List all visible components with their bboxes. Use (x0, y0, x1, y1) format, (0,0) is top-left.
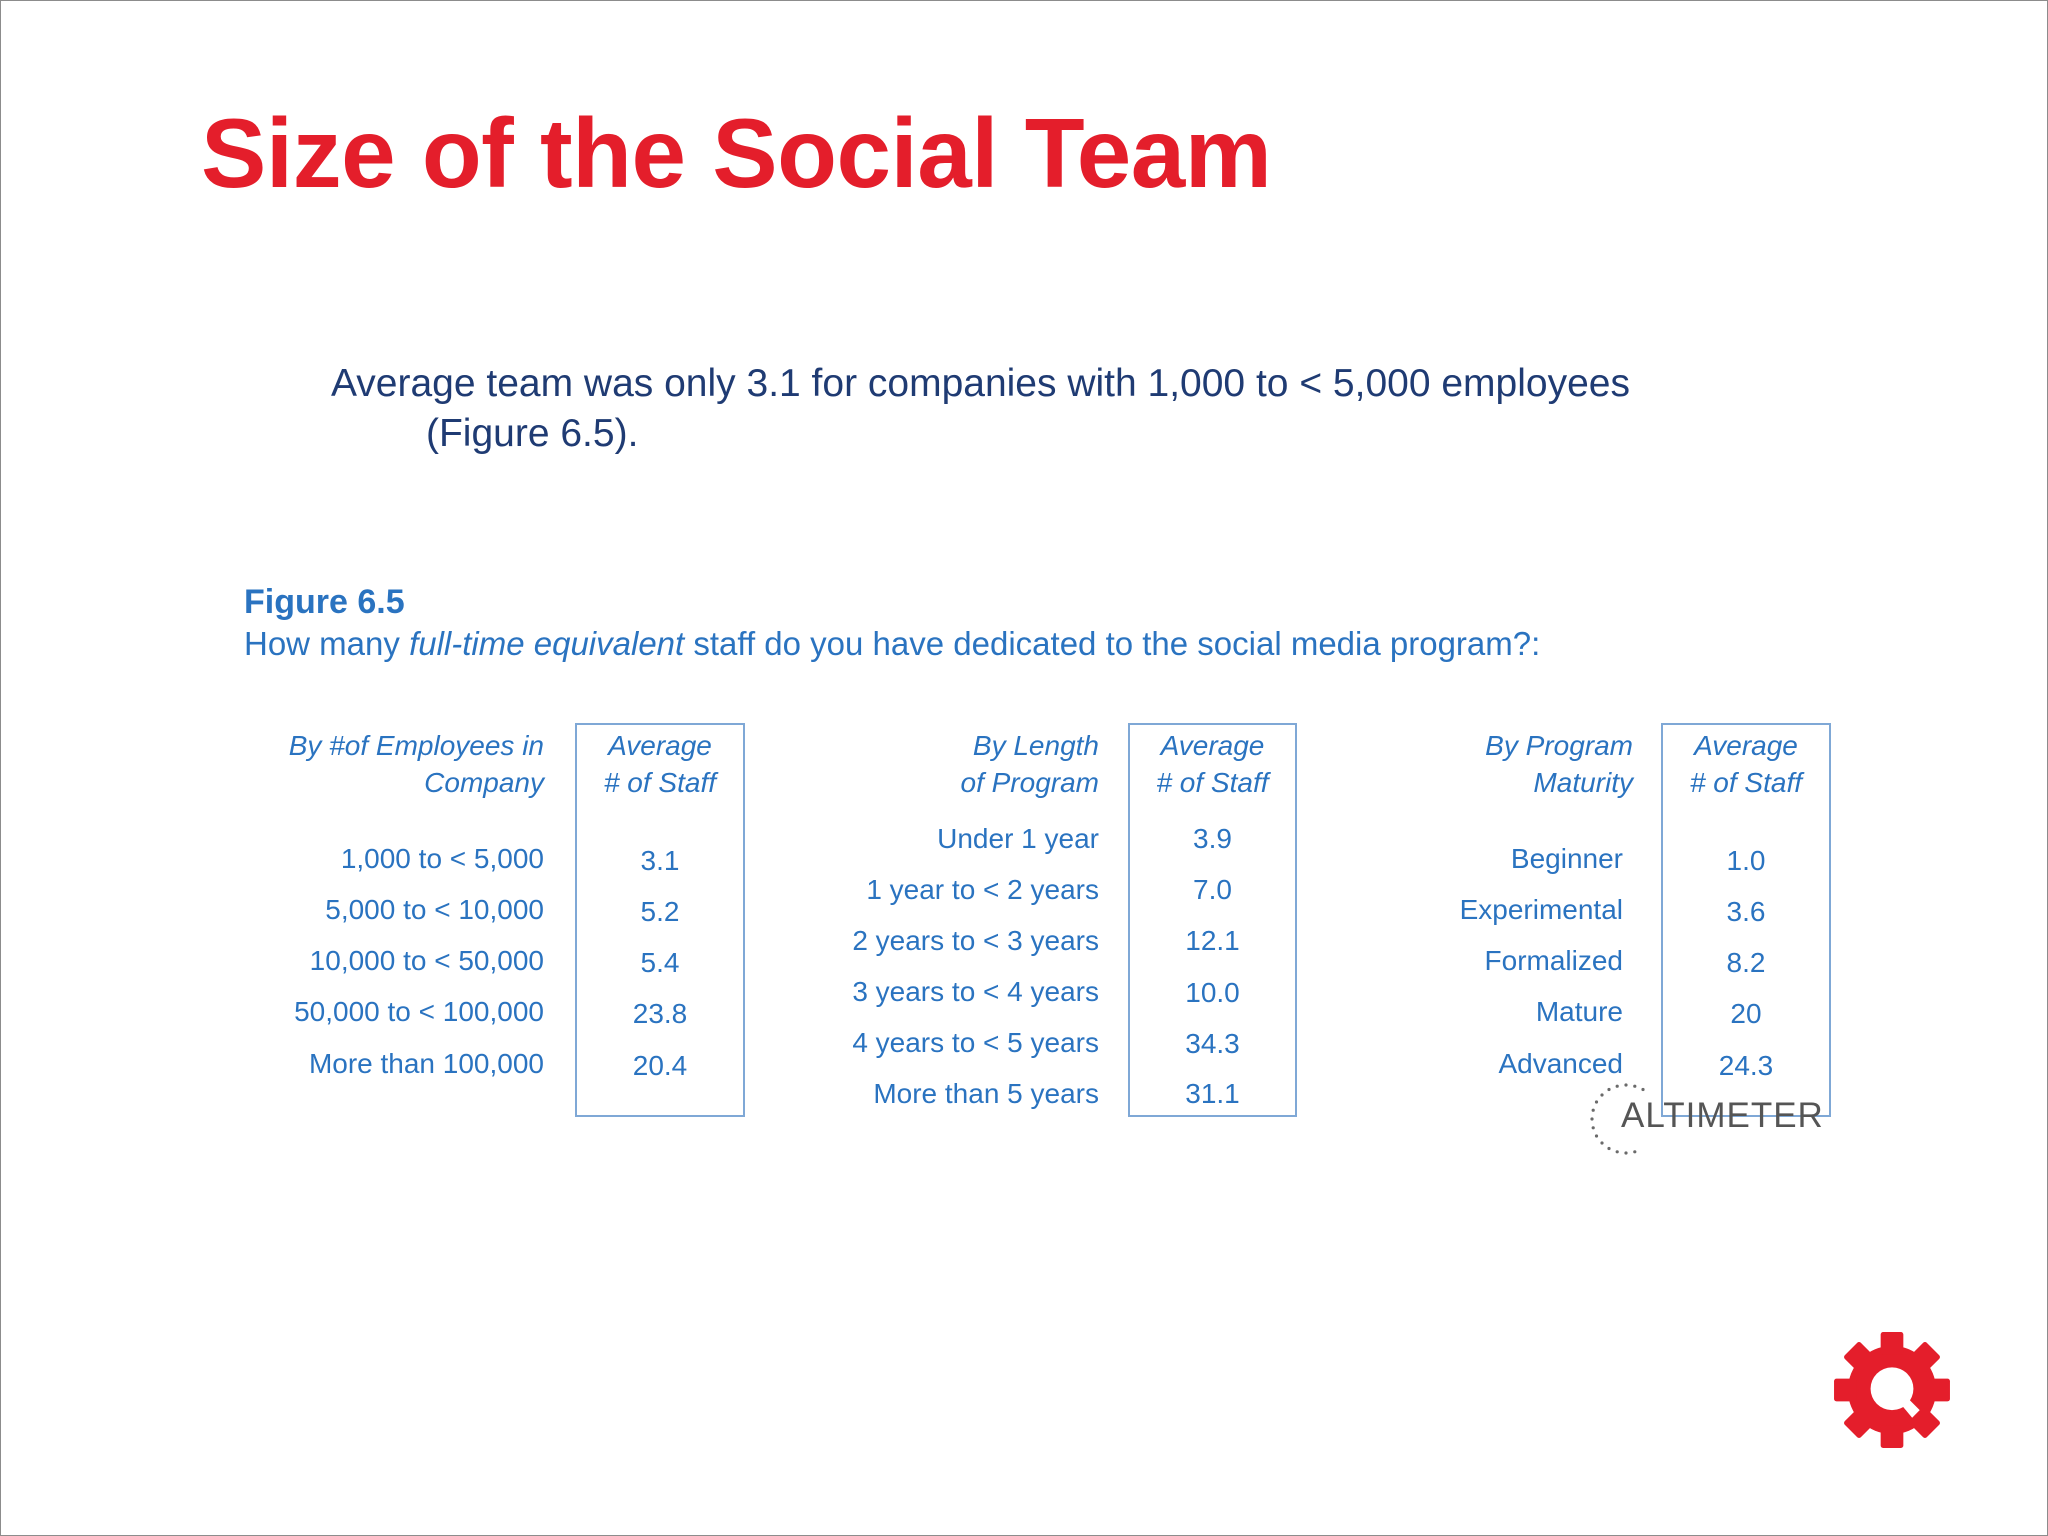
table-row-label: More than 100,000 (308, 1048, 544, 1079)
table-row-value: 31.1 (1185, 1078, 1240, 1109)
table-length-value-header-line2: # of Staff (1156, 767, 1269, 798)
table-row-value: 34.3 (1185, 1028, 1240, 1059)
figure-label: Figure 6.5 (244, 583, 405, 621)
table-row-label: 1 year to < 2 years (866, 874, 1099, 905)
table-row-label: Formalized (1484, 945, 1623, 976)
table-row-label: 5,000 to < 10,000 (325, 894, 544, 925)
table-employees-value-header (577, 727, 743, 801)
table-row-value: 1.0 (1726, 845, 1766, 876)
table-row-label: Mature (1535, 996, 1623, 1027)
table-row-value: 23.8 (632, 998, 688, 1029)
table-employees-value-header-line1: Average (608, 730, 712, 761)
figure-question (244, 625, 1540, 663)
table-row-value: 12.1 (1185, 925, 1240, 956)
table-row-label: More than 5 years (873, 1078, 1099, 1109)
table-maturity-header (1351, 727, 1633, 801)
slide-title: Size of the Social Team (201, 98, 1272, 208)
figure-question-post: staff do you have dedicated to the social media program?: (684, 625, 1541, 662)
table-row-label: 4 years to < 5 years (852, 1027, 1099, 1058)
summary-note (331, 359, 1630, 459)
table-employees-header (231, 727, 544, 801)
table-maturity-value-header-line2: # of Staff (1689, 767, 1803, 798)
altimeter-logo (1586, 1079, 1846, 1159)
table-row-value: 3.9 (1193, 823, 1232, 854)
table-row-value: 8.2 (1726, 947, 1766, 978)
table-row-label: 2 years to < 3 years (852, 925, 1099, 956)
table-maturity-value-header (1663, 727, 1829, 801)
table-row-value: 5.2 (640, 896, 680, 927)
table-length-header-line1: By Length (972, 730, 1099, 761)
altimeter-logo-text: ALTIMETER (1621, 1096, 1824, 1135)
table-length-header (781, 727, 1099, 801)
table-row-label: 10,000 to < 50,000 (309, 945, 544, 976)
table-row-label: 3 years to < 4 years (852, 976, 1099, 1007)
table-row-value: 3.6 (1726, 896, 1766, 927)
table-employees-header-line2: Company (424, 767, 544, 798)
table-length-value-header-line1: Average (1160, 730, 1265, 761)
table-employees-header-line1: By #of Employees in (288, 730, 544, 761)
table-length-value-header (1130, 727, 1295, 801)
table-maturity-value-header-line1: Average (1694, 730, 1798, 761)
summary-note-line2: (Figure 6.5). (426, 412, 639, 455)
table-row-label: Advanced (1498, 1048, 1623, 1079)
table-maturity-header-line2: Maturity (1533, 767, 1633, 798)
table-row-value: 20.4 (632, 1050, 688, 1081)
table-row-label: 1,000 to < 5,000 (340, 843, 544, 874)
figure-question-pre: How many (244, 625, 410, 662)
table-length-header-line2: of Program (960, 767, 1099, 798)
table-row-value: 10.0 (1185, 977, 1240, 1008)
table-maturity-header-line1: By Program (1485, 730, 1633, 761)
table-row-value: 24.3 (1718, 1050, 1774, 1081)
gear-icon (1829, 1327, 1955, 1453)
table-row-label: Under 1 year (937, 823, 1099, 854)
table-row-value: 7.0 (1193, 874, 1232, 905)
summary-note-line1: Average team was only 3.1 for companies with 1,000 to < 5,000 employees (331, 362, 1630, 405)
table-row-value: 5.4 (640, 947, 680, 978)
table-row-label: Beginner (1510, 843, 1623, 874)
table-row-value: 3.1 (640, 845, 680, 876)
table-row-label: 50,000 to < 100,000 (294, 996, 544, 1027)
table-row-value: 20 (1730, 998, 1762, 1029)
table-row-label: Experimental (1459, 894, 1623, 925)
table-employees-value-header-line2: # of Staff (603, 767, 717, 798)
figure-question-emphasis: full-time equivalent (409, 625, 685, 662)
